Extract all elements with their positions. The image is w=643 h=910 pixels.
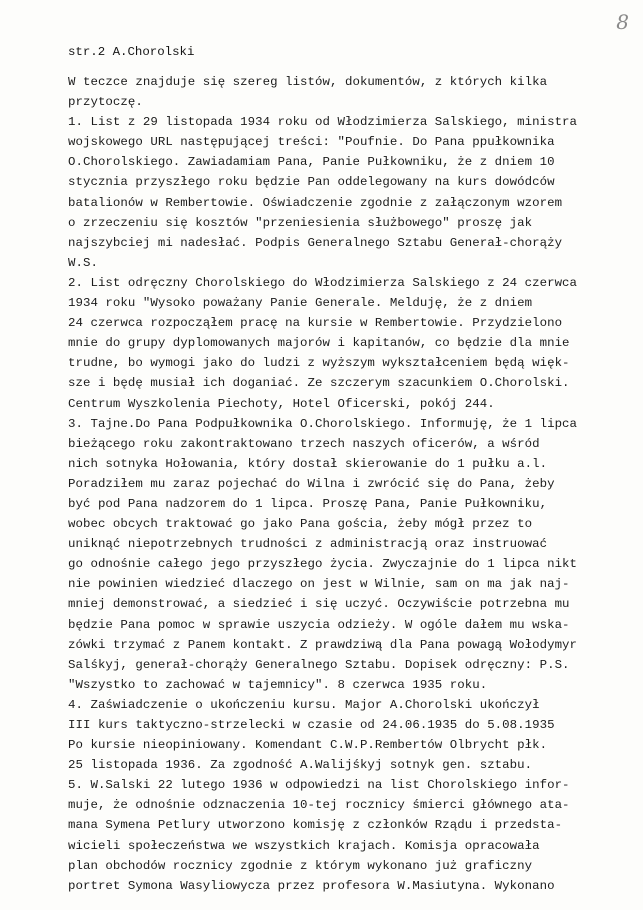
- text-line: 5. W.Salski 22 lutego 1936 w odpowiedzi na list Chorolskiego infor-: [68, 778, 570, 793]
- text-line: zówki trzymać z Panem kontakt. Z prawdziwą dla Pana powagą Wołodymyr: [68, 637, 578, 652]
- text-line: wicieli społeczeństwa we wszystkich krajach. Komisja opracowała: [68, 838, 540, 853]
- text-line: muje, że odnośnie odznaczenia 10-tej rocznicy śmierci głównego ata-: [68, 798, 570, 813]
- text-line: wojskowego URL następującej treści: "Poufnie. Do Pana ppułkownika: [68, 135, 555, 150]
- text-line: O.Chorolskiego. Zawiadamiam Pana, Panie Pułkowniku, że z dniem 10: [68, 155, 555, 170]
- text-line: 1. List z 29 listopada 1934 roku od Włodzimierza Salskiego, ministra: [68, 115, 578, 130]
- text-line: wobec obcych traktować go jako Pana gościa, żeby mógł przez to: [68, 517, 533, 532]
- text-line: najszybciej mi nadesłać. Podpis Generalnego Sztabu Generał-chorąży: [68, 235, 563, 250]
- text-line: trudne, bo wymogi jako do ludzi z wyższym wykształceniem będą więk-: [68, 356, 570, 371]
- text-line: o zrzeczeniu się kosztów "przeniesienia służbowego" proszę jak: [68, 215, 533, 230]
- text-line: go odnośnie całego jego przyszłego życia. Zwyczajnie do 1 lipca nikt: [68, 557, 578, 572]
- text-line: 2. List odręczny Chorolskiego do Włodzimierza Salskiego z 24 czerwca: [68, 275, 578, 290]
- text-line: portret Symona Wasyliowycza przez profesora W.Masiutyna. Wykonano: [68, 878, 555, 893]
- handwritten-page-number: 8: [616, 10, 629, 34]
- text-line: Centrum Wyszkolenia Piechoty, Hotel Oficerski, pokój 244.: [68, 396, 495, 411]
- text-line: być pod Pana nadzorem do 1 lipca. Proszę Pana, Panie Pułkowniku,: [68, 496, 548, 511]
- text-line: III kurs taktyczno-strzelecki w czasie od 24.06.1935 do 5.08.1935: [68, 718, 555, 732]
- text-line: Poradziłem mu zaraz pojechać do Wilna i zwrócić się do Pana, żeby: [68, 476, 555, 491]
- text-line: 3. Tajne.Do Pana Podpułkownika O.Chorolskiego. Informuję, że 1 lipca: [68, 416, 578, 431]
- text-line: "Wszystko to zachować w tajemnicy". 8 czerwca 1935 roku.: [68, 677, 488, 692]
- text-line: W teczce znajduje się szereg listów, dokumentów, z których kilka: [68, 75, 548, 89]
- text-line: 25 listopada 1936. Za zgodność A.Walijśkyj sotnyk gen. sztabu.: [68, 758, 533, 773]
- text-line: nie powinien wiedzieć dlaczego on jest w Wilnie, sam on ma jak naj-: [68, 577, 570, 592]
- text-line: W.S.: [68, 255, 98, 270]
- text-line: 4. Zaświadczenie o ukończeniu kursu. Major A.Chorolski ukończył: [68, 697, 540, 712]
- text-line: 24 czerwca rozpocząłem pracę na kursie w Rembertowie. Przydzielono: [68, 316, 563, 331]
- text-line: mana Symena Petlury utworzono komisję z członków Rządu i przedsta-: [68, 818, 563, 833]
- page-header: str.2 A.Chorolski: [68, 45, 195, 59]
- text-line: 1934 roku "Wysoko poważany Panie Generale. Melduję, że z dniem: [68, 296, 533, 311]
- text-line: będzie Pana pomoc w sprawie uszycia odzieży. W ogóle dałem mu wska-: [68, 617, 570, 632]
- text-line: sze i będę musiał ich doganiać. Ze szczerym szacunkiem O.Chorolski.: [68, 376, 570, 391]
- text-line: bieżącego roku zakontraktowano trzech naszych oficerów, a wśród: [68, 436, 540, 451]
- text-line: stycznia przyszłego roku będzie Pan oddelegowany na kurs dowódców: [68, 175, 555, 190]
- text-line: mniej demonstrować, a siedzieć i się uczyć. Oczywiście potrzebna mu: [68, 597, 570, 612]
- text-line: mnie do grupy dyplomowanych majorów i kapitanów, co będzie dla mnie: [68, 336, 570, 351]
- text-line: uniknąć niepotrzebnych trudności z administracją oraz instruować: [68, 537, 548, 552]
- text-line: plan obchodów rocznicy zgodnie z którym wykonano już graficzny: [68, 858, 533, 873]
- text-line: batalionów w Rembertowie. Oświadczenie zgodnie z załączonym wzorem: [68, 195, 563, 210]
- text-line: Salśkyj, generał-chorąży Generalnego Sztabu. Dopisek odręczny: P.S.: [68, 657, 570, 672]
- text-line: przytoczę.: [68, 95, 143, 110]
- text-line: nich sotnyka Hołowania, który dostał skierowanie do 1 pułku a.l.: [68, 456, 548, 471]
- text-line: Po kursie nieopiniowany. Komendant C.W.P.Rembertów Olbrycht płk.: [68, 738, 548, 753]
- typewritten-body: [68, 72, 628, 896]
